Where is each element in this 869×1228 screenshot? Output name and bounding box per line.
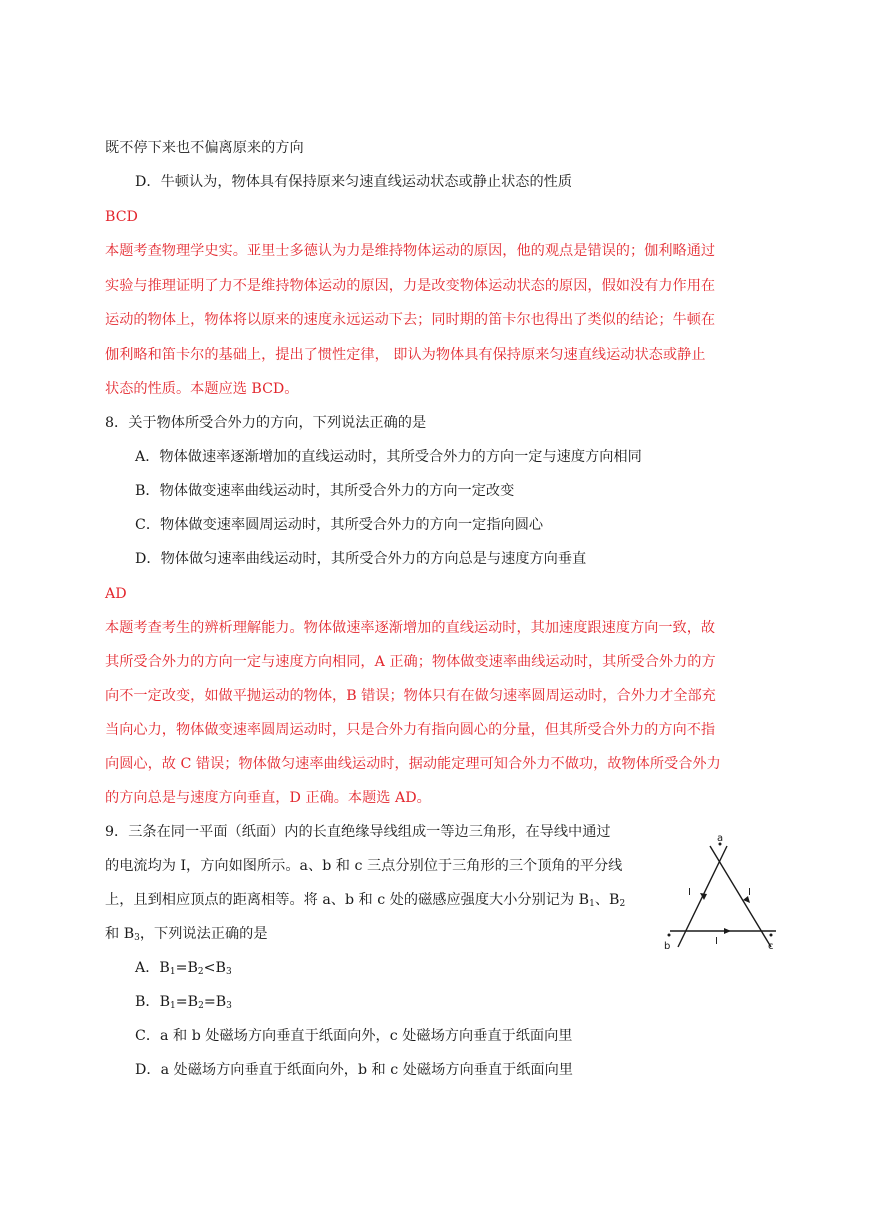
question-8-explanation-line: 其所受合外力的方向一定与速度方向相同，A 正确；物体做变速率曲线运动时，其所受合外力的方	[105, 654, 716, 670]
question-9-stem-line: 上，且到相应顶点的距离相等。将 a、b 和 c 处的磁感应强度大小分别记为 $B_1$、$B_2$	[105, 892, 626, 909]
question-7-answer: BCD	[105, 209, 138, 225]
question-7-explanation-line: 伽利略和笛卡尔的基础上，提出了惯性定律， 即认为物体具有保持原来匀速直线运动状态或静止	[105, 347, 706, 363]
current-label-left: I	[688, 887, 691, 898]
question-8-stem: 8．关于物体所受合外力的方向，下列说法正确的是	[105, 415, 427, 431]
label-a: a	[717, 833, 724, 844]
question-9-option-a: A．$B_1=B_2<B_3$	[135, 960, 232, 977]
question-8-option-b: B．物体做变速率曲线运动时，其所受合外力的方向一定改变	[135, 483, 515, 499]
question-8-explanation-line: 向圆心，故 C 错误；物体做匀速率曲线运动时，据动能定理可知合外力不做功，故物体所受合外力	[105, 756, 721, 772]
point-b-dot	[668, 934, 671, 937]
point-c-dot	[770, 934, 773, 937]
question-7-explanation-line: 状态的性质。本题应选 BCD。	[105, 381, 299, 397]
question-8-answer: AD	[105, 586, 127, 602]
question-9-stem-line: 的电流均为 I，方向如图所示。a、b 和 c 三点分别位于三角形的三个顶角的平分线	[105, 858, 623, 874]
question-7-explanation-line: 本题考查物理学史实。亚里士多德认为力是维持物体运动的原因，他的观点是错误的；伽利略通过	[105, 243, 716, 259]
question-8-option-c: C．物体做变速率圆周运动时，其所受合外力的方向一定指向圆心	[135, 517, 544, 533]
label-b: b	[664, 941, 671, 952]
question-9-option-d: D．a 处磁场方向垂直于纸面向外，b 和 c 处磁场方向垂直于纸面向里	[135, 1062, 573, 1078]
question-9-option-c: C．a 和 b 处磁场方向垂直于纸面向外，c 处磁场方向垂直于纸面向里	[135, 1028, 573, 1044]
triangle-wire-diagram	[660, 828, 780, 953]
question-8-explanation-line: 的方向总是与速度方向垂直，D 正确。本题选 AD。	[105, 790, 431, 806]
question-8-option-d: D．物体做匀速率曲线运动时，其所受合外力的方向总是与速度方向垂直	[135, 551, 587, 567]
question-9-stem-line: 9．三条在同一平面（纸面）内的长直绝缘导线组成一等边三角形，在导线中通过	[105, 824, 611, 840]
question-7-explanation-line: 运动的物体上，物体将以原来的速度永远运动下去；同时期的笛卡尔也得出了类似的结论；牛顿在	[105, 312, 716, 328]
current-label-right: I	[748, 887, 751, 898]
arrow-right-icon	[724, 928, 731, 934]
question-7-explanation-line: 实验与推理证明了力不是维持物体运动的原因，力是改变物体运动状态的原因，假如没有力作用在	[105, 278, 716, 294]
label-c: c	[768, 941, 774, 952]
question-7-option-d: D．牛顿认为，物体具有保持原来匀速直线运动状态或静止状态的性质	[135, 174, 573, 190]
question-7-continuation: 既不停下来也不偏离原来的方向	[105, 140, 304, 156]
current-label-bottom: I	[715, 936, 718, 947]
question-8-explanation-line: 本题考查考生的辨析理解能力。物体做速率逐渐增加的直线运动时，其加速度跟速度方向一致，故	[105, 620, 716, 636]
question-9-option-b: B．$B_1=B_2=B_3$	[135, 994, 232, 1011]
question-8-explanation-line: 向不一定改变，如做平抛运动的物体，B 错误；物体只有在做匀速率圆周运动时，合外力才全部充	[105, 688, 716, 704]
question-8-option-a: A．物体做速率逐渐增加的直线运动时，其所受合外力的方向一定与速度方向相同	[135, 449, 642, 465]
question-8-explanation-line: 当向心力，物体做变速率圆周运动时，只是合外力有指向圆心的分量，但其所受合外力的方向不指	[105, 722, 716, 738]
question-9-stem-line: 和 $B_3$，下列说法正确的是	[105, 926, 268, 943]
right-wire	[710, 846, 771, 947]
